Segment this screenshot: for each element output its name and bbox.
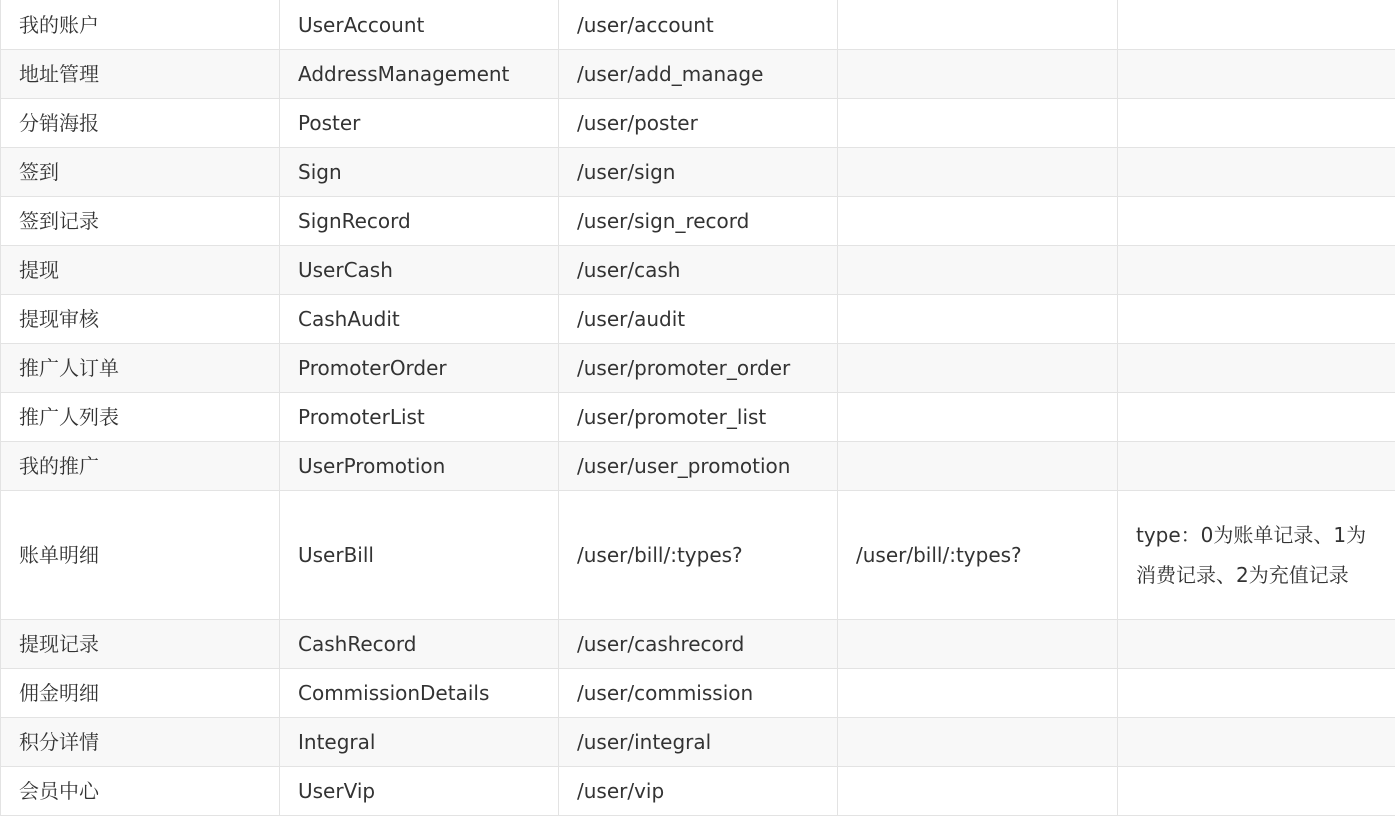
- path-cell: /user/commission: [559, 669, 838, 718]
- route-cell: [838, 718, 1118, 767]
- route-cell: [838, 344, 1118, 393]
- component-cell: PromoterOrder: [280, 344, 559, 393]
- page-name-cell: 提现记录: [1, 620, 280, 669]
- route-cell: [838, 393, 1118, 442]
- table-row: [1, 344, 1395, 393]
- table-row: [1, 295, 1395, 344]
- component-cell: Poster: [280, 99, 559, 148]
- path-cell: /user/integral: [559, 718, 838, 767]
- table-row: [1, 99, 1395, 148]
- table-row: [1, 718, 1395, 767]
- path-cell: /user/account: [559, 0, 838, 50]
- note-cell: [1118, 197, 1395, 246]
- note-cell: [1118, 442, 1395, 491]
- component-cell: Integral: [280, 718, 559, 767]
- component-cell: SignRecord: [280, 197, 559, 246]
- component-cell: UserPromotion: [280, 442, 559, 491]
- table-row: [1, 393, 1395, 442]
- path-cell: /user/cash: [559, 246, 838, 295]
- path-cell: /user/cashrecord: [559, 620, 838, 669]
- component-cell: AddressManagement: [280, 50, 559, 99]
- path-cell: /user/bill/:types?: [559, 491, 838, 620]
- path-cell: /user/promoter_list: [559, 393, 838, 442]
- component-cell: CashAudit: [280, 295, 559, 344]
- component-cell: CashRecord: [280, 620, 559, 669]
- page-name-cell: 提现: [1, 246, 280, 295]
- note-cell: [1118, 669, 1395, 718]
- component-cell: UserBill: [280, 491, 559, 620]
- note-cell: [1118, 393, 1395, 442]
- note-cell: [1118, 50, 1395, 99]
- note-cell: [1118, 620, 1395, 669]
- note-cell: [1118, 344, 1395, 393]
- table-row: [1, 767, 1395, 816]
- component-cell: CommissionDetails: [280, 669, 559, 718]
- path-cell: /user/add_manage: [559, 50, 838, 99]
- path-cell: /user/poster: [559, 99, 838, 148]
- path-cell: /user/sign_record: [559, 197, 838, 246]
- route-cell: [838, 197, 1118, 246]
- route-cell: [838, 442, 1118, 491]
- component-cell: Sign: [280, 148, 559, 197]
- table-row: [1, 491, 1395, 620]
- route-cell: [838, 669, 1118, 718]
- route-cell: [838, 99, 1118, 148]
- component-cell: PromoterList: [280, 393, 559, 442]
- page-name-cell: 积分详情: [1, 718, 280, 767]
- component-cell: UserCash: [280, 246, 559, 295]
- note-cell: [1118, 246, 1395, 295]
- component-cell: UserVip: [280, 767, 559, 816]
- table-row: [1, 442, 1395, 491]
- note-cell: [1118, 99, 1395, 148]
- table-row: [1, 0, 1395, 50]
- note-cell: type：0为账单记录、1为消费记录、2为充值记录: [1118, 491, 1395, 620]
- path-cell: /user/vip: [559, 767, 838, 816]
- note-cell: [1118, 148, 1395, 197]
- table-row: [1, 197, 1395, 246]
- page-name-cell: 签到: [1, 148, 280, 197]
- page-name-cell: 签到记录: [1, 197, 280, 246]
- table-row: [1, 246, 1395, 295]
- table-row: [1, 620, 1395, 669]
- page-name-cell: 地址管理: [1, 50, 280, 99]
- note-cell: [1118, 767, 1395, 816]
- table-row: [1, 148, 1395, 197]
- path-cell: /user/sign: [559, 148, 838, 197]
- path-cell: /user/user_promotion: [559, 442, 838, 491]
- page-name-cell: 提现审核: [1, 295, 280, 344]
- page-name-cell: 会员中心: [1, 767, 280, 816]
- page-name-cell: 我的推广: [1, 442, 280, 491]
- path-cell: /user/audit: [559, 295, 838, 344]
- note-cell: [1118, 295, 1395, 344]
- note-cell: [1118, 718, 1395, 767]
- note-cell: [1118, 0, 1395, 50]
- path-cell: /user/promoter_order: [559, 344, 838, 393]
- page-name-cell: 我的账户: [1, 0, 280, 50]
- route-cell: [838, 246, 1118, 295]
- route-cell: /user/bill/:types?: [838, 491, 1118, 620]
- table-row: [1, 50, 1395, 99]
- route-cell: [838, 50, 1118, 99]
- page-name-cell: 推广人列表: [1, 393, 280, 442]
- page-name-cell: 佣金明细: [1, 669, 280, 718]
- route-cell: [838, 295, 1118, 344]
- table-row: [1, 669, 1395, 718]
- route-cell: [838, 0, 1118, 50]
- component-cell: UserAccount: [280, 0, 559, 50]
- route-cell: [838, 620, 1118, 669]
- page-name-cell: 分销海报: [1, 99, 280, 148]
- page-name-cell: 账单明细: [1, 491, 280, 620]
- route-cell: [838, 767, 1118, 816]
- page-name-cell: 推广人订单: [1, 344, 280, 393]
- route-cell: [838, 148, 1118, 197]
